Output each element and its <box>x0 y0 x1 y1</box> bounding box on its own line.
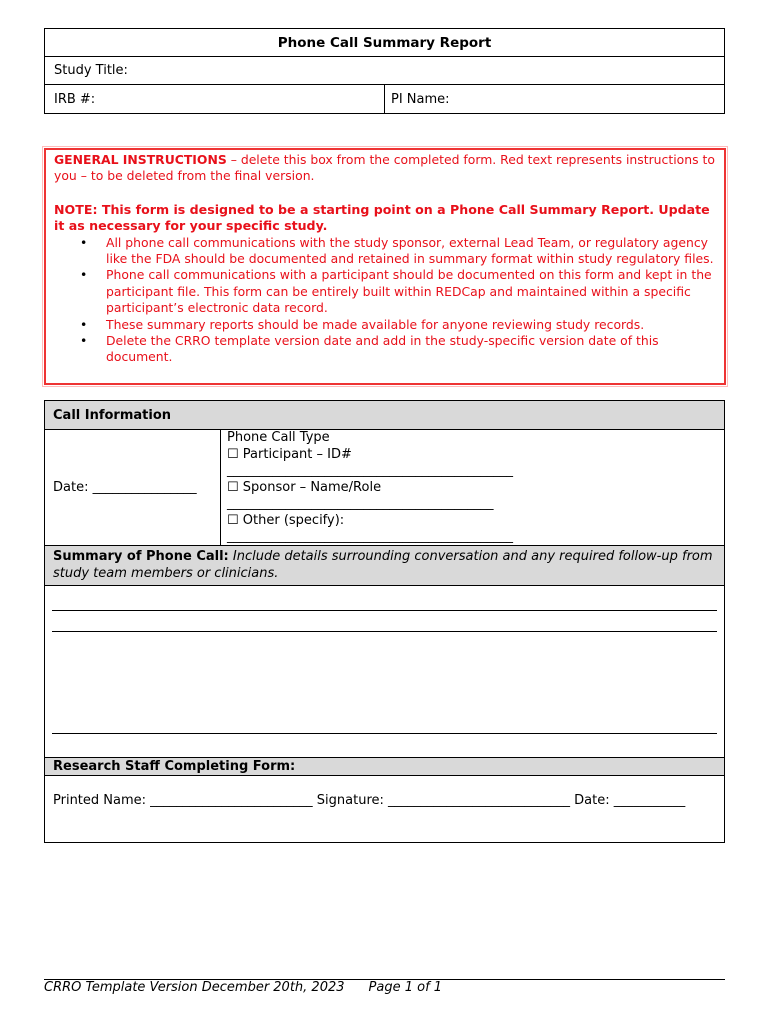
other-specify-line[interactable]: ____________________________________________ <box>227 529 513 544</box>
template-version: CRRO Template Version December 20th, 2023 <box>44 980 345 995</box>
list-item: • Delete the CRRO template version date and add in the study-specific version date of this document. <box>78 333 716 366</box>
instructions-list <box>78 235 716 366</box>
instructions-heading: GENERAL INSTRUCTIONS <box>54 152 227 167</box>
instructions-note: NOTE: This form is designed to be a starting point on a Phone Call Summary Report. Update it as necessary for your specific study. <box>54 201 710 234</box>
other-checkbox[interactable]: ☐ Other (specify): <box>227 512 345 528</box>
footer <box>44 980 442 995</box>
sponsor-checkbox[interactable]: ☐ Sponsor – Name/Role <box>227 479 382 495</box>
summary-label: Summary of Phone Call: <box>53 549 229 564</box>
list-item: • Phone call communications with a participant should be documented on this form and kept in the participant file. This form can be entirely built within REDCap and maintained within a specific participant’s electronic data record. <box>78 267 716 316</box>
irb-number-field[interactable]: IRB #: <box>45 85 385 113</box>
summary-hint: Include details surrounding conversation and any required follow-up from study team members or clinicians. <box>53 549 713 581</box>
list-item: • All phone call communications with the study sponsor, external Lead Team, or regulatory agency like the FDA should be documented and retained in summary format within study regulatory files. <box>78 235 716 268</box>
participant-checkbox[interactable]: ☐ Participant – ID# <box>227 446 352 462</box>
pi-name-field[interactable]: PI Name: <box>391 91 450 107</box>
form-title: Phone Call Summary Report <box>45 29 724 57</box>
phone-call-type-label: Phone Call Type <box>227 430 330 445</box>
page-number: Page 1 of 1 <box>368 980 443 995</box>
date-field[interactable]: Date: ________________ <box>45 430 221 545</box>
instructions-intro <box>54 152 716 185</box>
writing-line <box>52 610 717 611</box>
instructions-text: – delete this box from the completed form. Red text represents instructions to you – to be deleted from the final version. <box>54 152 715 184</box>
call-information-table <box>44 400 725 843</box>
study-title-field[interactable]: Study Title: <box>54 63 128 78</box>
staff-signature-fields[interactable]: Printed Name: _________________________ Signature: ____________________________ Date: ___________ <box>53 793 686 808</box>
summary-heading <box>45 546 724 586</box>
phone-call-type-section <box>221 430 724 545</box>
header-table <box>44 28 725 114</box>
summary-writing-area[interactable] <box>45 586 724 758</box>
writing-line <box>52 733 717 734</box>
writing-line <box>52 631 717 632</box>
sponsor-name-line[interactable]: _________________________________________ <box>227 496 494 511</box>
general-instructions-box <box>44 148 726 385</box>
research-staff-heading: Research Staff Completing Form: <box>45 758 724 776</box>
list-item: • These summary reports should be made available for anyone reviewing study records. <box>78 317 716 333</box>
call-information-heading: Call Information <box>45 401 724 430</box>
participant-id-line[interactable]: ____________________________________________ <box>227 463 513 478</box>
